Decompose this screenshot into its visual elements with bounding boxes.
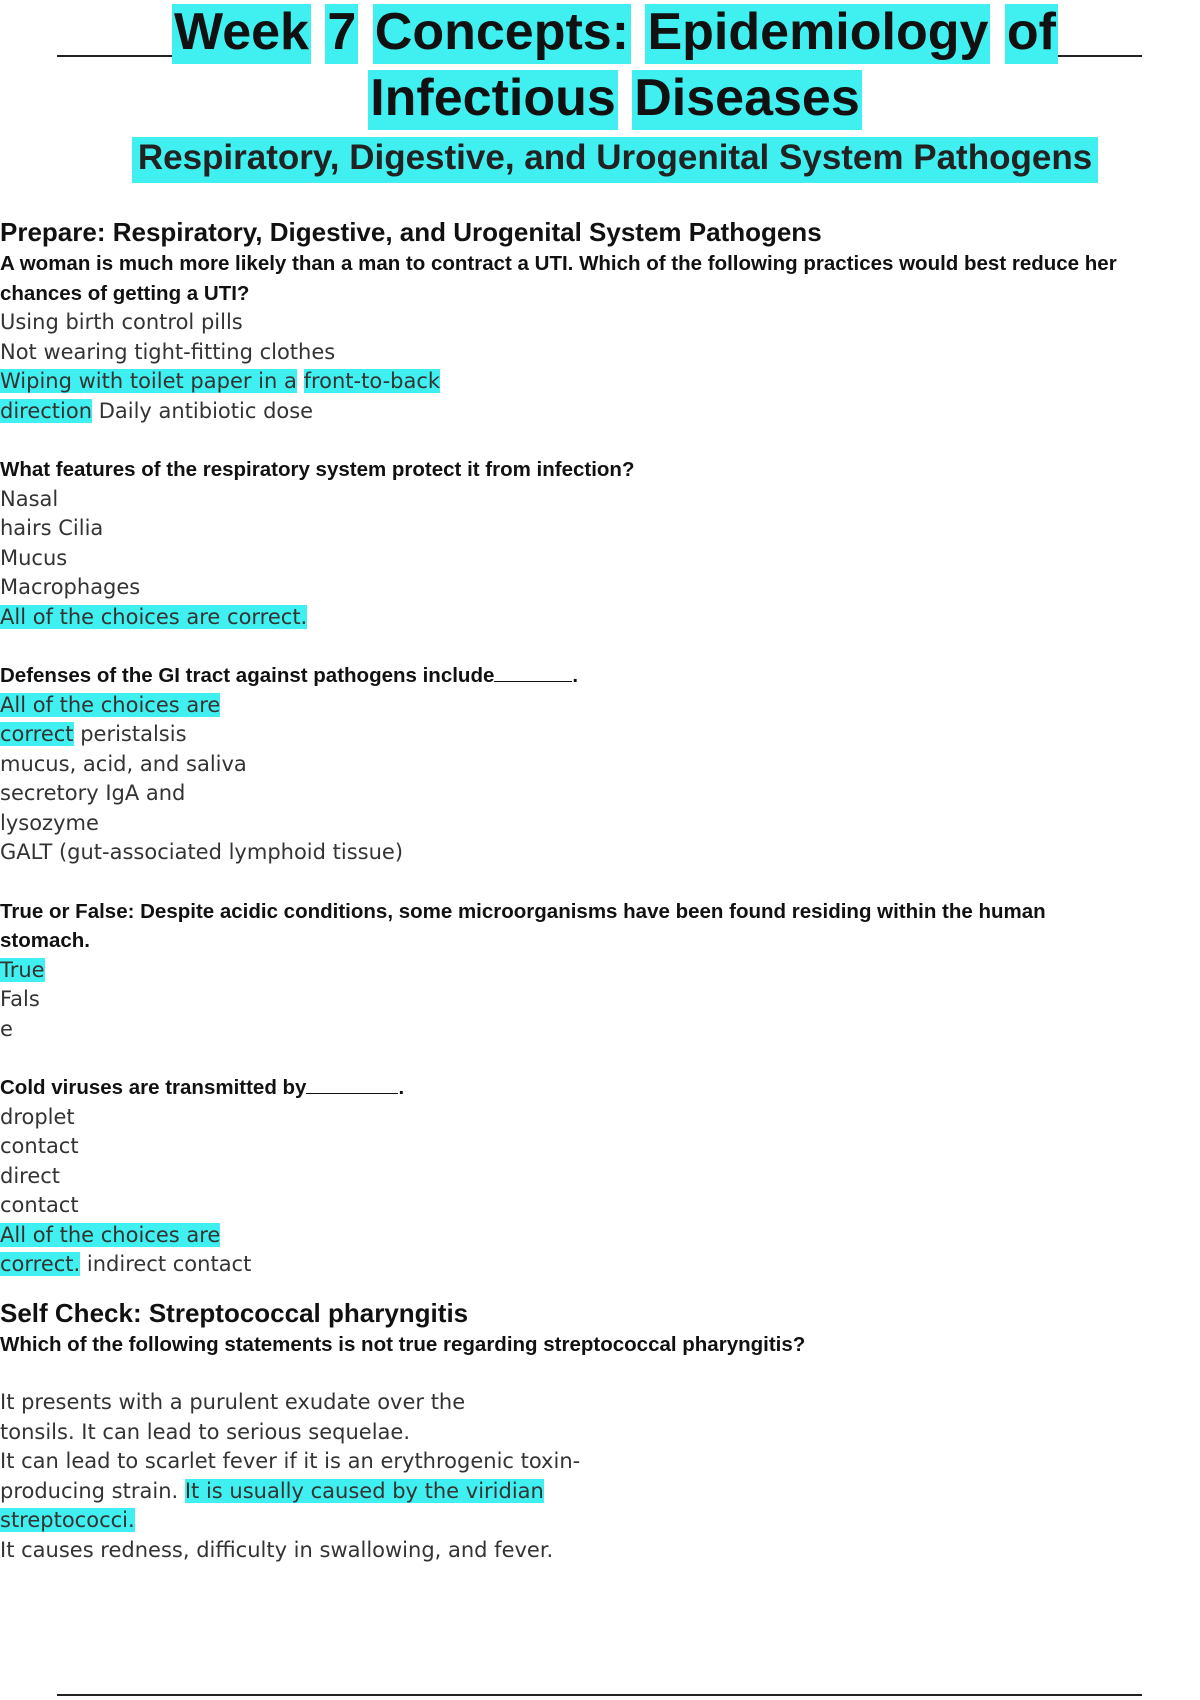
question-text: True or False: Despite acidic conditions, some microorganisms have been found residing within the human [0, 899, 1046, 923]
correct-answer-highlight: Wiping with toilet paper in a [0, 369, 297, 393]
answer-line: secretory IgA and [0, 781, 186, 805]
fill-in-blank [494, 663, 572, 682]
correct-answer-highlight: All of the choices are correct. [0, 604, 308, 629]
answer-line [0, 956, 1200, 986]
answer-line [0, 691, 1200, 721]
fill-in-blank [306, 1075, 398, 1094]
spacer [0, 868, 1200, 897]
document-body [0, 215, 1200, 1565]
answer-line: tonsils. It can lead to serious sequelae. [0, 1419, 411, 1444]
question-end: . [572, 664, 579, 687]
answer-line: It can lead to scarlet fever if it is an erythrogenic toxin- [0, 1449, 581, 1473]
correct-answer-highlight: All of the choices are [0, 692, 221, 717]
question-text [0, 661, 1200, 691]
answer-line: droplet [0, 1104, 75, 1129]
correct-answer-highlight: All of the choices are [0, 1222, 221, 1247]
question-block-cold-viruses [0, 1073, 1200, 1280]
answer-line: mucus, acid, and saliva [0, 751, 247, 776]
answer-text: indirect contact [80, 1252, 252, 1276]
answer-text: producing strain. [0, 1478, 185, 1503]
spacer [0, 632, 1200, 661]
question-text: What features of the respiratory system protect it from infection? [0, 458, 635, 481]
question-text-part: Defenses of the GI tract against pathogens include [0, 664, 495, 687]
question-end: . [398, 1076, 405, 1099]
answer-line [0, 1477, 1200, 1507]
question-text: A woman is much more likely than a man to contract a UTI. Which of the following practices would best reduce her [0, 252, 1117, 275]
answer-line [0, 1250, 1200, 1280]
title-word: Diseases [632, 70, 862, 130]
section-heading-self-check: Self Check: Streptococcal pharyngitis [0, 1297, 469, 1328]
question-text: Which of the following statements is not true regarding streptococcal pharyngitis? [0, 1332, 806, 1356]
page-title-line2 [0, 70, 1200, 130]
correct-answer-highlight: It is usually caused by the viridian [184, 1478, 544, 1503]
answer-line: It presents with a purulent exudate over the [0, 1390, 466, 1414]
spacer [0, 1359, 1200, 1388]
question-text [0, 1073, 1200, 1103]
footer-rule [57, 1694, 1142, 1696]
answer-line: Fals [0, 987, 40, 1011]
title-word: Concepts: [373, 4, 631, 64]
answer-line: hairs Cilia [0, 516, 104, 540]
answer-line: e [0, 1016, 13, 1041]
question-block-uti [0, 249, 1200, 426]
correct-answer-highlight: True [0, 957, 45, 982]
question-block-strep [0, 1330, 1200, 1566]
title-word: Infectious [368, 70, 618, 130]
title-word: Epidemiology [645, 4, 990, 64]
question-block-gi-tract [0, 661, 1200, 868]
answer-line: Using birth control pills [0, 310, 243, 334]
correct-answer-highlight: correct [0, 722, 74, 746]
answer-line: Mucus [0, 545, 68, 570]
answer-line [0, 367, 1200, 397]
section-heading-prepare: Prepare: Respiratory, Digestive, and Urogenital System Pathogens [0, 217, 822, 247]
answer-line: contact [0, 1193, 79, 1217]
answer-line: GALT (gut-associated lymphoid tissue) [0, 840, 404, 864]
question-block-respiratory [0, 455, 1200, 632]
title-word: Week [172, 4, 311, 64]
question-text: stomach. [0, 929, 90, 952]
question-text: chances of getting a UTI? [0, 281, 250, 305]
answer-line [0, 1221, 1200, 1251]
title-word: 7 [325, 4, 358, 64]
answer-line: contact [0, 1134, 79, 1158]
correct-answer-highlight: streptococci. [0, 1508, 135, 1532]
answer-line [0, 1506, 1200, 1536]
answer-text: Daily antibiotic dose [92, 398, 314, 423]
spacer [0, 1044, 1200, 1073]
correct-answer-highlight: direction [0, 398, 93, 423]
answer-line: direct [0, 1163, 61, 1188]
spacer [0, 1280, 1200, 1296]
title-word: of [1005, 4, 1058, 64]
question-text-part: Cold viruses are transmitted by [0, 1076, 307, 1099]
answer-line [0, 603, 1200, 633]
answer-line: Nasal [0, 486, 59, 511]
spacer [0, 426, 1200, 455]
answer-line [0, 397, 1200, 427]
subtitle-text: Respiratory, Digestive, and Urogenital System Pathogens [132, 137, 1098, 183]
correct-answer-highlight: correct. [0, 1252, 81, 1276]
question-block-stomach [0, 897, 1200, 1045]
page-subtitle [0, 137, 1200, 183]
answer-line: lysozyme [0, 810, 99, 835]
answer-text: peristalsis [73, 722, 187, 746]
answer-line [0, 720, 1200, 750]
answer-line: Macrophages [0, 575, 141, 599]
page-title-line1 [0, 4, 1200, 64]
correct-answer-highlight: front-to-back [303, 369, 441, 393]
answer-line: It causes redness, difficulty in swallowing, and fever. [0, 1537, 554, 1562]
answer-line: Not wearing tight-fitting clothes [0, 339, 336, 364]
